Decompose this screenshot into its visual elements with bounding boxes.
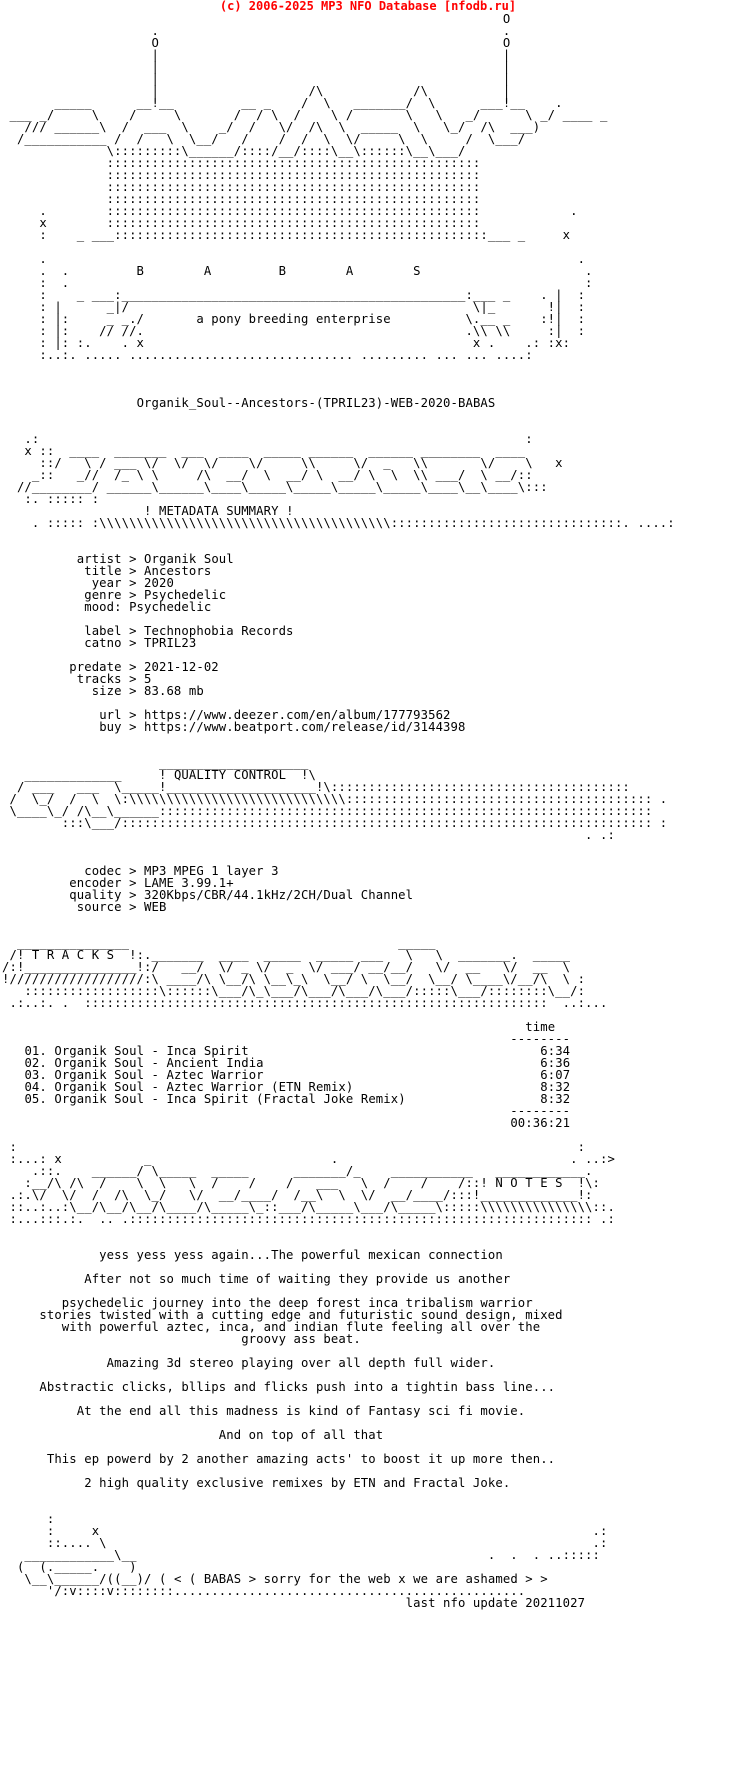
total-time: 00:36:21 [510, 1116, 571, 1130]
quality-control-title: QUALITY CONTROL [173, 768, 287, 782]
copyright-header: (c) 2006-2025 MP3 NFO Database [nfodb.ru] [219, 0, 517, 13]
notes-paragraph: This ep powerd by 2 another amazing acts' to boost it up more then.. [2, 1452, 556, 1466]
meta-label: label > Technophobia Records [84, 624, 294, 638]
track-duration: 8:32 [540, 1080, 571, 1094]
meta-artist: artist > Organik Soul [76, 552, 234, 566]
metadata-header-art: .: : x :: ____ _______ ___ ____ _____ ______ ______ ________ ____ ::/ \ / ___ \/ \/ \/ \/ \\ \/ _ \\ \/ \ x _:: _// /_ \ \ /\ __/ \ __/ \ __/ \ \ \\ ___/ \ __/:: //________/ ______\______\____\_____\_____\_____\_____\____\__\____\::: :. ::::: : [16, 432, 563, 506]
notes-paragraph: Amazing 3d stereo playing over all depth full wider. [2, 1356, 496, 1370]
meta-predate: predate > 2021-12-02 [69, 660, 219, 674]
track-duration: 8:32 [540, 1092, 571, 1106]
track-number: 01. [24, 1044, 47, 1058]
track-duration: 6:34 [540, 1044, 571, 1058]
track-number: 02. [24, 1056, 47, 1070]
meta-url: url > https://www.deezer.com/en/album/177793562 [99, 708, 451, 722]
meta-tracks: tracks > 5 [76, 672, 152, 686]
meta-catno: catno > TPRIL23 [84, 636, 197, 650]
track-title: Organik Soul - Inca Spirit [54, 1044, 249, 1058]
track-duration: 6:07 [540, 1068, 571, 1082]
babas-logo-art: O . . O O | | | | | | | /\ /\ | _____ __!__ __ _ / \ _______/ \ ___!__ . ___ _/ \ / \ / / \ / \ / \ \ _/ \ _/ ____ _ /// ______\ / ___ \ _/ / \/ /\ \ _____ \ \_/ /\ ___) /___________ / / \ \__/ / / / \ \/ \ \ / \___/ \:::::::::\______/::::/__/::::\__\::::::\__\___/ :::::::::::::::::::::::::::::::::::::::::::::::::: :::::::::::::::::::::::::::::::::::::::::::::::::: :::::::::::::::::::::::::::::::::::::::::::::::::: :::::::::::::::::::::::::::::::::::::::::::::::::: . :::::::::::::::::::::::::::::::::::::::::::::::::: . x :::::::::::::::::::::::::::::::::::::::::::::::::: : _ ___::::::::::::::::::::::::::::::::::::::::::::::::::___ _ x [9, 13, 608, 242]
qc-codec: codec > MP3 MPEG 1 layer 3 [84, 864, 279, 878]
track-duration: 6:36 [540, 1056, 571, 1070]
meta-genre: genre > Psychedelic [84, 588, 227, 602]
notes-paragraph: psychedelic journey into the deep forest inca tribalism warrior stories twisted with a cutting edge and futuristic sound design, mixed with powerful aztec, inca, and indian flute feeling all over the groovy ass beat. [39, 1296, 563, 1346]
meta-mood: mood: Psychedelic [84, 600, 212, 614]
notes-paragraph: At the end all this madness is kind of Fantasy sci fi movie. [2, 1404, 526, 1418]
time-column-label: time [525, 1020, 556, 1034]
tracks-title: T R A C K S [31, 948, 115, 962]
last-nfo-update: last nfo update 20211027 [405, 1596, 586, 1610]
qc-quality: quality > 320Kbps/CBR/44.1kHz/2CH/Dual Channel [69, 888, 414, 902]
track-title: Organik Soul - Inca Spirit (Fractal Joke Remix) [54, 1092, 406, 1106]
meta-year: year > 2020 [91, 576, 174, 590]
track-title: Organik Soul - Aztec Warrior [54, 1068, 264, 1082]
track-title: Organik Soul - Ancient India [54, 1056, 264, 1070]
notes-title: N O T E S [495, 1176, 563, 1190]
notes-paragraph: 2 high quality exclusive remixes by ETN and Fractal Joke. [2, 1476, 511, 1490]
notes-paragraph: Abstractic clicks, bllips and flicks push into a tightin bass line... [2, 1380, 556, 1394]
track-title: Organik Soul - Aztec Warrior (ETN Remix) [54, 1080, 354, 1094]
qc-source: source > WEB [76, 900, 167, 914]
babas-logo-tagline: . . . . B A B A S . : . : : _ ___:______________________________________________:___ _ . | : : | _|/ \|_ !| : : |: _ _./ a pony breeding enterprise \.__ _ :!| : : |: // //. .\\ \\ :| : : |: :. . x x . .: :x: :..:. ..... .............................. ......... ... ... ....: [39, 252, 593, 362]
metadata-summary-title: METADATA SUMMARY [158, 504, 279, 518]
notes-section [2, 1249, 736, 1489]
meta-title: title > Ancestors [84, 564, 212, 578]
notes-paragraph: yess yess yess again...The powerful mexican connection [2, 1248, 503, 1262]
nfo-content: O . . O O | | | | | | | /\ /\ | _____ __!__ __ _ / \ _______/ \ ___!__ . ___ _/ \ / \ / / \ / \ / \ \ _/ \ _/ ____ _ /// ______\ / ___ \ _/ / \/ /\ \ _____ \ \_/ /\ ___) /___________ / / \ \__/ / / / \ \/ \ \ / \___/ \:::::::::\______/::::/__/::::\__\::::::\__\___/ :::::::::::::::::::::::::::::::::::::::::::::::::: :::::::::::::::::::::::::::::::::::::::::::::::::: :::::::::::::::::::::::::::::::::::::::::::::::::: :::::::::::::::::::::::::::::::::::::::::::::::::: . :::::::::::::::::::::::::::::::::::::::::::::::::: . x :::::::::::::::::::::::::::::::::::::::::::::::::: : _ ___::::::::::::::::::::::::::::::::::::::::::::::::::___ _ x . . . . B A B A S . : . : : _ ___:______________________________________________:___ _ . | : : | _|/ \|_ !| : : |: _ _./ a pony breeding enterprise \.__ _ :!| : : |: // //. .\\ \\ :| : : |: :. . x x . .: :x: :..:. ..... .............................. ......... ... ... ....: Organik_Soul--Ancestors-(TPRIL23)-WEB-2020-BABAS .: : x :: ____ _______ ___ ____ _____ ______ ______ ________ ____ ::/ \ / ___ \/ \/ \/ \/ \\ \/ _ \\ \/ \ x _:: _// /_ \ \ /\ __/ \ __/ \ __/ \ \ \\ ___/ \ __/:: //________/ ______\______\____\_____\_____\_____\_____\____\__\____\::: :. ::::: : ! METADATA SUMMARY ! . ::::: :\\\\\\\\\\\\\\\\\\\\\\\\\\\\\\\\\\\\\\\:::::::::::::::::::::::::::::::. ....: artist > Organik Soul title > Ancestors year > 2020 genre > Psychedelic mood: Psychedelic label > Technophobia Records catno > TPRIL23 predate > 2021-12-02 tracks > 5 size > 83.68 mb url > https://www.deezer.com/en/album/177793562 buy > https://www.beatport.com/release/id/3144398 ____________________ _____________ ! QUALITY CONTROL !\ / ___ ___ \_____!____________________!\:::::::::::::::::::::::::::::::::::::::: / \_/ / \ \:\\\\\\\\\\\\\\\\\\\\\\\\\\\\\::::::::::::::::::::::::::::::::::::::::: . \____\_/ /\__\______:::::::::::::::::::::::::::::::::::::::::::::::::::::::::::::::::: :::\___/::::::::::::::::::::::::::::::::::::::::::::::::::::::::::::::::::::::: : . .: codec > MP3 MPEG 1 layer 3 encoder > LAME 3.99.1+ quality > 320Kbps/CBR/44.1kHz/2CH/Dual Channel source > WEB _______________ _____ /! T R A C K S !:._______ ____ _____ _____ ___ \ \ _______. _____ /:!_______________!:/ __/ \/ _ \/ _ \/ ___/ __/__/ \/ __ \/ __ \ !//////////////////:\ ____/\ \__/\ \__\_\ \__/ \ \__/ \__/ \____\/__/\ \ : ::::::::::::::::::\::::::\___/\_\___/\___/\___/\___/:::::\___/::::::::\__/: .:..:. . :::::::::::::::::::::::::::::::::::::::::::::::::::::::::::::: ..:... time -------- 01. Organik Soul - Inca Spirit 6:34 02. Organik Soul - Ancient India 6:36 03. Organik Soul - Aztec Warrior 6:07 04. Organik Soul - Aztec Warrior (ETN Remix) 8:32 05. Organik Soul - Inca Spirit (Fractal Joke Remix) 8:32 -------- 00:36:21 : : :...: x _ . . ..:> .::. ______/ \_____ _____ _______/_ ___________ ____________. :__/\ /\ / \ \ \ / / / ___ \ / / /::! N O T E S !\: .:.\/ \/ / /\ \_/ \/ __/____/ /__\ \ \/ __/____/:::!_____________!: ::..:..:\__/\__/\__/\____/\_____\_::___/\_____\___/\_____\:::::\\\\\\\\\\\\\\\::. :...:::.:. .. .:::::::::::::::::::::::::::::::::::::::::::::::::::::::::::::: .: yess yess yess again...The powerful mexican connection After not so much time of waiting they provide us another psychedelic journey into the deep forest inca tribalism warrior stories twisted with a cutting edge and futuristic sound design, mixed with powerful aztec, inca, and indian flute feeling all over the groovy ass beat. Amazing 3d stereo playing over all depth full wider. Abstractic clicks, bllips and flicks push into a tightin bass line... At the end all this madness is kind of Fantasy sci fi movie. And on top of all that This ep powerd by 2 another amazing acts' to boost it up more then.. 2 high quality exclusive remixes by ETN and Fractal Joke. : : x .: ::.... \ .: ____________\__ . . . ..::::: ( (._____. ) \__\______/((__)/ ( < ( BABAS > sorry for the web x we are ashamed > > '/:v::::v::::::::............................................... last nfo update 20211027 [0, 13, 736, 1788]
meta-buy: buy > https://www.beatport.com/release/id/3144398 [99, 720, 466, 734]
track-number: 05. [24, 1092, 47, 1106]
release-name: Organik_Soul--Ancestors-(TPRIL23)-WEB-2020-BABAS [136, 396, 496, 410]
notes-paragraph: And on top of all that [2, 1428, 384, 1442]
footer-message: < ( BABAS > sorry for the web x we are ashamed > > [173, 1572, 548, 1586]
notes-paragraph: After not so much time of waiting they provide us another [2, 1272, 511, 1286]
tracklist [2, 1045, 736, 1105]
qc-encoder: encoder > LAME 3.99.1+ [69, 876, 234, 890]
meta-size: size > 83.68 mb [91, 684, 204, 698]
metadata-header-art-bottom: . ::::: :\\\\\\\\\\\\\\\\\\\\\\\\\\\\\\\\\\\\\\\:::::::::::::::::::::::::::::::. ....: [2, 516, 675, 530]
track-number: 03. [24, 1068, 47, 1082]
track-row [2, 1093, 736, 1105]
track-number: 04. [24, 1080, 47, 1094]
